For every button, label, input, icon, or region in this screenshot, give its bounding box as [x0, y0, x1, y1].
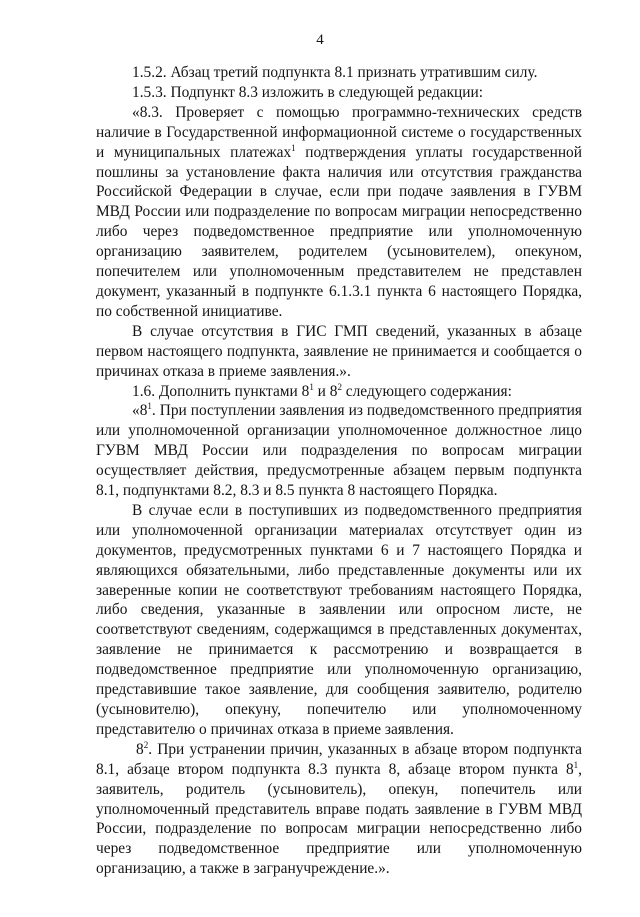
superscript-1: 1: [147, 401, 152, 412]
paragraph-gis-gmp: В случае отсутствия в ГИС ГМП сведений, указанных в абзаце первом настоящего подпункта, заявление не принимается и сообщается о причинах отказа в приеме заявления.».: [96, 322, 582, 380]
footnote-marker: 1: [291, 142, 296, 153]
paragraph-8-3-text-a: «8.3. Проверяет с помощью программно-технических средств наличие в Государственной информационной системе о государственных и муниципальных платежах: [96, 103, 582, 161]
paragraph-8-2-text-c: , заявитель, родитель (усыновитель), опекун, попечитель или уполномоченный представитель вправе подать заявление в ГУВМ МВД России, подразделение по вопросам миграции непосредственно либо через подведомственное предприятие или уполномоченную организацию, а также в загранучреждение.».: [96, 760, 582, 878]
superscript-2: 2: [337, 381, 342, 392]
superscript-2: 2: [143, 739, 149, 750]
paragraph-1-5-3: 1.5.3. Подпункт 8.3 изложить в следующей редакции:: [132, 83, 484, 101]
paragraph-1-6-text-c: следующего содержания:: [341, 382, 512, 400]
paragraph-refusal: В случае если в поступивших из подведомственного предприятия или уполномоченной организации материалах отсутствует один из документов, предусмотренных пунктами 6 и 7 настоящего Порядка и являющихся обязательными, либо представленные документы или их заверенные копии не соответствуют требованиям настоящего Порядка, либо сведения, указанные в заявлении или опросном листе, не соответствуют сведениям, содержащимся в представленных документах, заявление не принимается к рассмотрению и возвращается в подведомственное предприятие или уполномоченную организацию, представившие такое заявление, для сообщения заявителю, родителю (усыновителю), опекуну, попечителю или уполномоченному представителю о причинах отказа в приеме заявления.: [96, 501, 582, 738]
document-body: [96, 63, 582, 879]
paragraph-8-2-text-a: 8: [136, 740, 144, 758]
page-number: 4: [316, 32, 324, 48]
paragraph-8-3-text-b: подтверждения уплаты государственной пошлины за установление факта наличия или отсутствия гражданства Российской Федерации в случае, если при подаче заявления в ГУВМ МВД России или подразделение по вопросам миграции непосредственно либо через подведомственное предприятие или уполномоченную организацию заявителем, родителем (усыновителем), опекуном, попечителем или уполномоченным представителем не представлен документ, указанный в подпункте 6.1.3.1 пункта 6 настоящего Порядка, по собственной инициативе.: [96, 143, 582, 320]
paragraph-1-6: [96, 382, 582, 402]
paragraph-8-1: [96, 401, 582, 501]
paragraph-8-2: [96, 740, 582, 879]
paragraph-1-6-text-a: 1.6. Дополнить пунктами 8: [132, 382, 310, 400]
paragraph-8-2-text-b: . При устранении причин, указанных в абзаце втором подпункта 8.1, абзаце втором подпункта 8.3 пункта 8, абзаце втором пункта 8: [96, 740, 582, 778]
paragraph-1-6-text-b: и 8: [313, 382, 338, 400]
paragraph-1-5-2: 1.5.2. Абзац третий подпункта 8.1 признать утратившим силу.: [132, 64, 538, 81]
paragraph-8-1-text-a: «8: [132, 402, 148, 420]
superscript-1: 1: [309, 381, 314, 392]
paragraph-8-3: [96, 103, 582, 322]
superscript-1: 1: [573, 759, 579, 770]
paragraph-8-1-text-b: . При поступлении заявления из подведомственного предприятия или уполномоченной организации уполномоченное должностное лицо ГУВМ МВД России или подразделения по вопросам миграции осуществляет действия, предусмотренные абзацем первым подпункта 8.1, подпунктами 8.2, 8.3 и 8.5 пункта 8 настоящего Порядка.: [96, 402, 582, 500]
